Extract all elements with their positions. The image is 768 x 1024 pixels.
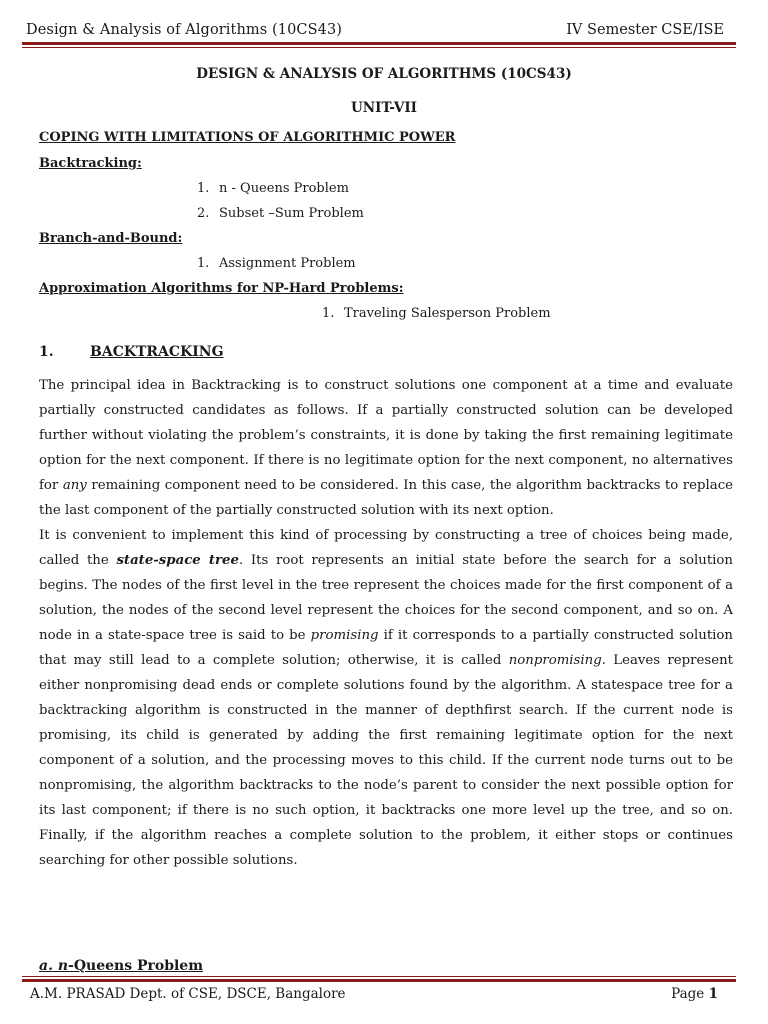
header-rule-thin: [22, 47, 736, 48]
unit-title: UNIT-VII: [351, 100, 417, 116]
list-item-number: 2.: [197, 206, 210, 221]
list-item-number: 1.: [197, 256, 210, 271]
paragraph-text: The principal idea in Backtracking is to construct solutions one component at a time and evaluate partially constructed candidates as follows. If a partially constructed solution can be developed further without violating the problem’s constraints, it is done by taking the first remaining legitimate option for the next component. If there is no legitimate option for the next component, no alternatives for: [39, 378, 733, 493]
page-label: Page: [671, 986, 705, 1002]
approximation-label: Approximation Algorithms for NP-Hard Problems:: [39, 281, 404, 296]
paragraph-text: . Leaves represent either nonpromising dead ends or complete solutions found by the algorithm. A statespace tree for a backtracking algorithm is constructed in the manner of depthfirst search. If the current node is promising, its child is generated by adding the first remaining legitimate option for the next component of a solution, and the processing moves to this child. If the current node turns out to be nonpromising, the algorithm backtracks to the node’s parent to consider the next possible option for its last component; if there is no such option, it backtracks one more level up the tree, and so on. Finally, if the algorithm reaches a complete solution to the problem, it either stops or continues searching for other possible solutions.: [39, 653, 733, 868]
paragraph-2: [39, 523, 733, 873]
list-item-text: Traveling Salesperson Problem: [344, 306, 551, 321]
list-item: [197, 256, 356, 271]
document-title: DESIGN & ANALYSIS OF ALGORITHMS (10CS43): [196, 66, 572, 82]
emphasis-nonpromising: nonpromising: [508, 653, 602, 668]
subsection-title: -Queens Problem: [68, 958, 204, 974]
list-item-text: Subset –Sum Problem: [219, 206, 364, 221]
footer-rule-thin: [22, 976, 736, 977]
footer-rule: [22, 979, 736, 982]
paragraph-text: remaining component need to be considered. In this case, the algorithm backtracks to replace the last component of the partially constructed solution with its next option.: [39, 478, 734, 518]
paragraph-text: . Its root represents an initial state before the search for a solution begins. The nodes of the first level in the tree represent the choices made for the first component of a solution, the nodes of the second level represent the choices for the second component, and so on. A node in a state-space tree is said to be: [39, 553, 733, 643]
emphasis-promising: promising: [310, 628, 379, 643]
backtracking-label: Backtracking:: [39, 156, 142, 171]
footer-page: [671, 986, 718, 1002]
header-semester: IV Semester CSE/ISE: [566, 22, 724, 38]
body-paragraphs: [39, 373, 733, 873]
list-item-number: 1.: [197, 181, 210, 196]
list-item: [322, 306, 551, 321]
list-item: [197, 181, 349, 196]
header-rule: [22, 42, 736, 45]
paragraph-text: if it corresponds to a partially constructed solution that may still lead to a complete solution; otherwise, it is called: [39, 628, 733, 668]
paragraph-text: It is convenient to implement this kind of processing by constructing a tree of choices being made, called the: [39, 528, 733, 568]
subsection-label: a.: [39, 958, 53, 974]
list-item-number: 1.: [322, 306, 335, 321]
emphasis-any: any: [62, 478, 87, 493]
section-number: 1.: [39, 344, 54, 360]
list-item-text: n - Queens Problem: [219, 181, 349, 196]
paragraph-1: [39, 373, 733, 523]
chapter-heading: COPING WITH LIMITATIONS OF ALGORITHMIC POWER: [39, 130, 456, 145]
page-number: 1: [708, 986, 718, 1002]
subsection-heading: [39, 958, 203, 974]
list-item: [197, 206, 364, 221]
term-state-space-tree: state-space tree: [116, 553, 239, 568]
subsection-variable: n: [57, 958, 69, 974]
section-title: BACKTRACKING: [90, 344, 224, 360]
header-course-title: Design & Analysis of Algorithms (10CS43): [26, 22, 343, 38]
footer-author: A.M. PRASAD Dept. of CSE, DSCE, Bangalore: [30, 986, 346, 1002]
branch-and-bound-label: Branch-and-Bound:: [39, 231, 183, 246]
list-item-text: Assignment Problem: [219, 256, 356, 271]
